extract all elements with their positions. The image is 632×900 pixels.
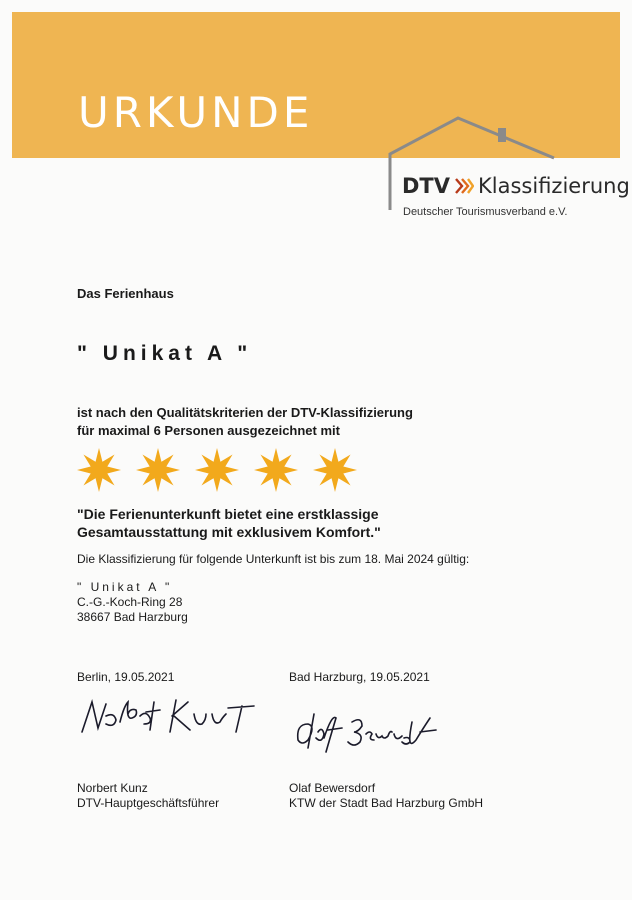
criteria-line: für maximal 6 Personen ausgezeichnet mit (77, 423, 340, 438)
signature-norbert-kunz (76, 694, 266, 740)
logo-subtitle: Deutscher Tourismusverband e.V. (403, 206, 568, 218)
star-icon (254, 448, 298, 492)
dtv-logo (402, 174, 630, 198)
property-name: " Unikat A " (77, 342, 253, 365)
signature-olaf-bewersdorf (290, 708, 440, 766)
signatory-right (289, 781, 483, 811)
validity-text: Die Klassifizierung für folgende Unterkunft ist bis zum 18. Mai 2024 gültig: (77, 552, 470, 566)
logo-brand: DTV (402, 174, 451, 198)
star-icon (77, 448, 121, 492)
document-title: URKUNDE (78, 88, 314, 137)
criteria-text (77, 404, 413, 440)
address-city: 38667 Bad Harzburg (77, 610, 188, 624)
signatory-left (77, 781, 219, 811)
address-block (77, 580, 188, 625)
place-date-right: Bad Harzburg, 19.05.2021 (289, 670, 430, 684)
chevron-arrows-icon (454, 177, 474, 195)
signatory-title: KTW der Stadt Bad Harzburg GmbH (289, 796, 484, 810)
star-icon (136, 448, 180, 492)
rating-quote (77, 505, 381, 541)
quote-line: Gesamtausstattung mit exklusivem Komfort." (77, 524, 381, 540)
star-rating (77, 447, 367, 493)
signatory-name: Olaf Bewersdorf (289, 781, 376, 795)
star-icon (313, 448, 357, 492)
criteria-line: ist nach den Qualitätskriterien der DTV-Klassifizierung (77, 405, 413, 420)
star-icon (195, 448, 239, 492)
address-name: " Unikat A " (77, 580, 173, 594)
address-street: C.-G.-Koch-Ring 28 (77, 595, 183, 609)
quote-line: "Die Ferienunterkunft bietet eine erstklassige (77, 506, 379, 522)
intro-text: Das Ferienhaus (77, 286, 174, 301)
place-date-left: Berlin, 19.05.2021 (77, 670, 175, 684)
signatory-title: DTV-Hauptgeschäftsführer (77, 796, 220, 810)
signatory-name: Norbert Kunz (77, 781, 148, 795)
logo-name: Klassifizierung (478, 174, 630, 198)
